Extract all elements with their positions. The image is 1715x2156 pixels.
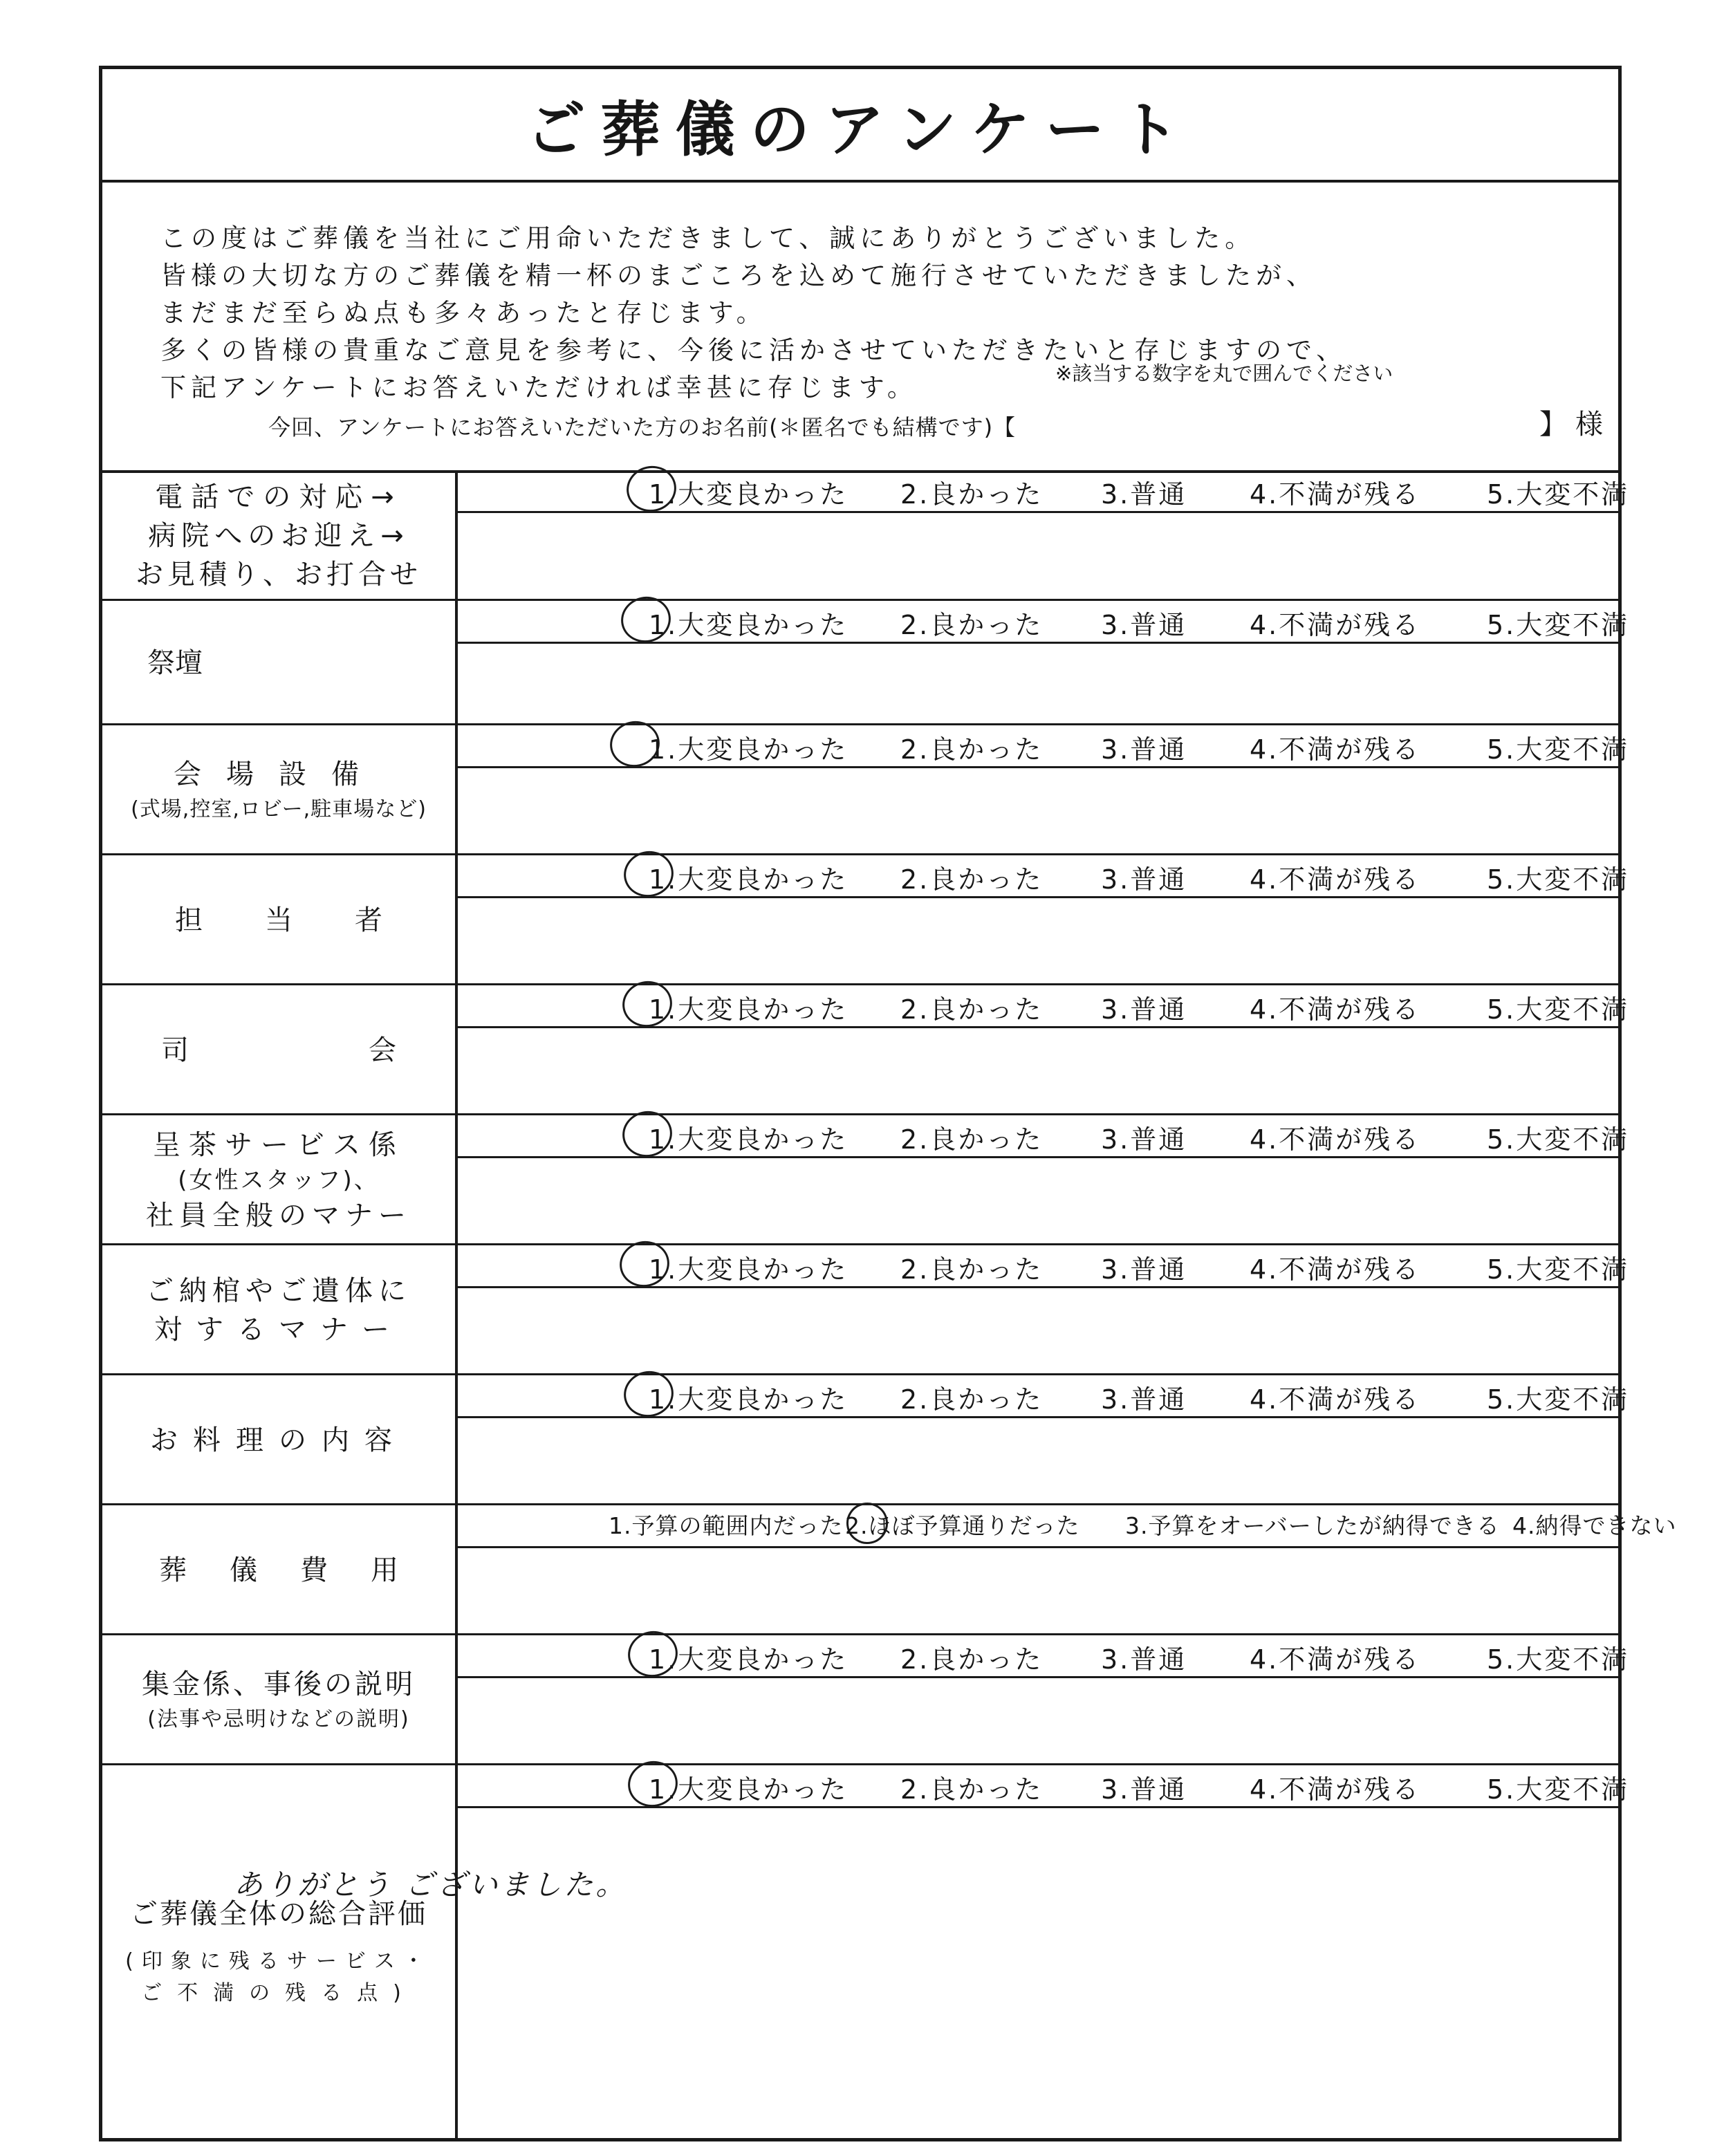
question-label: 呈茶サービス係 (女性スタッフ)、 社員全般のマナー [146,1129,411,1232]
intro-line: この度はご葬儀を当社にご用命いただきまして、誠にありがとうございました。 [160,223,1256,253]
option-4[interactable]: 4.不満が残る [1250,864,1421,895]
option-3[interactable]: 3.普通 [1101,1644,1187,1675]
option-4[interactable]: 4.不満が残る [1250,994,1421,1025]
rating-options [458,1245,1630,1288]
option-5[interactable]: 5.大変不満 [1487,1124,1630,1155]
rating-options [458,725,1630,768]
question-label [102,601,455,725]
budget-option-3[interactable]: 3.予算をオーバーしたが納得できる [1125,1512,1500,1539]
question-table [102,470,1677,2138]
option-1[interactable]: 1.大変良かった [649,1124,849,1155]
option-1[interactable]: 1.大変良かった [649,1254,849,1285]
option-5[interactable]: 5.大変不満 [1487,734,1630,765]
option-4[interactable]: 4.不満が残る [1250,734,1421,765]
option-5[interactable]: 5.大変不満 [1487,610,1630,640]
option-2[interactable]: 2.良かった [900,479,1044,510]
question-row [102,470,1630,601]
option-2[interactable]: 2.良かった [900,1774,1044,1805]
rating-options [458,1635,1630,1678]
question-label: 会場設備 (式場,控室,ロビー,駐車場など) [131,759,427,821]
option-3[interactable]: 3.普通 [1101,1124,1187,1155]
question-row [102,1635,1630,1765]
option-3[interactable]: 3.普通 [1101,1774,1187,1805]
rating-options [458,1115,1630,1158]
option-5[interactable]: 5.大変不満 [1487,1774,1630,1805]
question-row [102,1115,1630,1245]
question-row [102,985,1630,1115]
page-title: ご葬儀のアンケート [526,95,1195,165]
option-4[interactable]: 4.不満が残る [1250,1644,1421,1675]
option-3[interactable]: 3.普通 [1101,734,1187,765]
option-1[interactable]: 1.大変良かった [649,994,849,1025]
intro-line: 下記アンケートにお答えいただければ幸甚に存じます。 [160,373,918,402]
option-5[interactable]: 5.大変不満 [1487,1644,1630,1675]
option-4[interactable]: 4.不満が残る [1250,479,1421,510]
question-row [102,1765,1630,2138]
question-row [102,1505,1677,1635]
rating-options [458,855,1630,898]
option-1[interactable]: 1.大変良かった [649,610,849,640]
option-1[interactable]: 1.大変良かった [649,734,849,765]
option-5[interactable]: 5.大変不満 [1487,994,1630,1025]
option-1[interactable]: 1.大変良かった [649,1384,849,1415]
question-label: 電話での対応→ 病院へのお迎え→ お見積り、お打合せ [136,481,422,591]
option-2[interactable]: 2.良かった [900,610,1044,640]
option-2[interactable]: 2.良かった [900,1384,1044,1415]
option-1[interactable]: 1.大変良かった [649,479,849,510]
question-label: 集金係、事後の説明 (法事や忌明けなどの説明) [142,1669,416,1731]
option-3[interactable]: 3.普通 [1101,994,1187,1025]
option-5[interactable]: 5.大変不満 [1487,1384,1630,1415]
option-4[interactable]: 4.不満が残る [1250,610,1421,640]
question-row [102,601,1630,725]
option-4[interactable]: 4.不満が残る [1250,1774,1421,1805]
question-label: 担当者 [175,904,445,936]
intro-section [102,183,1618,473]
rating-options [458,1765,1630,1808]
budget-option-1[interactable]: 1.予算の範囲内だった [609,1512,844,1539]
rating-options [458,601,1630,644]
option-2[interactable]: 2.良かった [900,1644,1044,1675]
budget-option-4[interactable]: 4.納得できない [1512,1512,1677,1539]
intro-line: 多くの皆様の貴重なご意見を参考に、今後に活かさせていただきたいと存じますので、 [160,335,1347,365]
option-4[interactable]: 4.不満が残る [1250,1384,1421,1415]
name-field-suffix: 】様 [1539,409,1611,440]
rating-options [458,985,1630,1028]
label-altar: 祭壇 [147,647,203,679]
question-row [102,1375,1630,1505]
question-label: 葬儀費用 [159,1554,441,1586]
handwritten-comment: ありがとう ございました。 [234,1868,628,1902]
rating-options [458,1375,1630,1418]
question-row [102,855,1630,985]
intro-line: まだまだ至らぬ点も多々あったと存じます。 [160,298,767,328]
question-label: ご葬儀全体の総合評価 (印象に残るサービス・ ご不満の残る点) [125,1897,432,2005]
instruction-note: ※該当する数字を丸で囲んでください [1055,362,1393,385]
title-box [102,69,1618,183]
option-1[interactable]: 1.大変良かった [649,864,849,895]
budget-option-2[interactable]: 2.ほぼ予算通りだった [845,1512,1080,1539]
option-3[interactable]: 3.普通 [1101,479,1187,510]
name-field-label: 今回、アンケートにお答えいただいた方のお名前(＊匿名でも結構です)【 [268,414,1017,440]
option-2[interactable]: 2.良かった [900,1254,1044,1285]
question-label: 司会 [161,1034,576,1066]
option-2[interactable]: 2.良かった [900,994,1044,1025]
option-3[interactable]: 3.普通 [1101,864,1187,895]
question-row [102,1245,1630,1375]
option-2[interactable]: 2.良かった [900,734,1044,765]
question-label: お料理の内容 [150,1424,407,1456]
option-5[interactable]: 5.大変不満 [1487,1254,1630,1285]
budget-options [458,1505,1677,1548]
option-3[interactable]: 3.普通 [1101,610,1187,640]
option-2[interactable]: 2.良かった [900,864,1044,895]
option-5[interactable]: 5.大変不満 [1487,864,1630,895]
rating-options [458,470,1630,513]
option-5[interactable]: 5.大変不満 [1487,479,1630,510]
option-4[interactable]: 4.不満が残る [1250,1124,1421,1155]
option-1[interactable]: 1.大変良かった [649,1774,849,1805]
question-label: ご納棺やご遺体に 対するマナー [146,1275,411,1346]
option-2[interactable]: 2.良かった [900,1124,1044,1155]
option-1[interactable]: 1.大変良かった [649,1644,849,1675]
question-row [102,725,1630,855]
option-3[interactable]: 3.普通 [1101,1384,1187,1415]
option-3[interactable]: 3.普通 [1101,1254,1187,1285]
survey-sheet [99,66,1677,2141]
intro-line: 皆様の大切な方のご葬儀を精一杯のまごころを込めて施行させていただきましたが、 [160,261,1317,290]
option-4[interactable]: 4.不満が残る [1250,1254,1421,1285]
